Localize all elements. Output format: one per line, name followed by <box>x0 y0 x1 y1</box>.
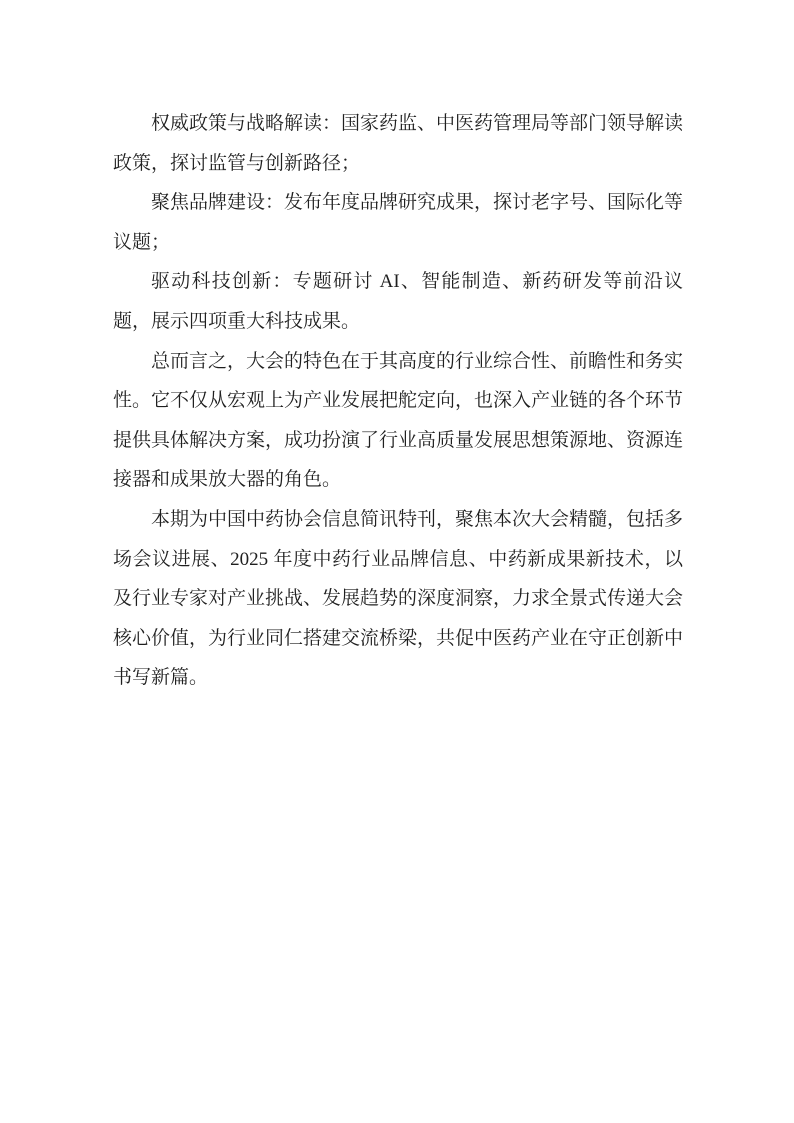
document-body <box>113 104 683 698</box>
paragraph-brand-building: 聚焦品牌建设：发布年度品牌研究成果，探讨老字号、国际化等议题； <box>113 192 684 253</box>
paragraph-tech-innovation: 驱动科技创新：专题研讨 AI、智能制造、新药研发等前沿议题，展示四项重大科技成果。 <box>113 271 683 332</box>
paragraph-issue-overview: 本期为中国中药协会信息简讯特刊，聚焦本次大会精髓，包括多场会议进展、2025 年度中药行业品牌信息、中药新成果新技术，以及行业专家对产业挑战、发展趋势的深度洞察，力求全景式传递大会核心价值，为行业同仁搭建交流桥梁，共促中医药产业在守正创新中书写新篇。 <box>113 508 684 689</box>
paragraph-summary: 总而言之，大会的特色在于其高度的行业综合性、前瞻性和务实性。它不仅从宏观上为产业发展把舵定向，也深入产业链的各个环节提供具体解决方案，成功扮演了行业高质量发展思想策源地、资源连接器和成果放大器的角色。 <box>113 350 684 491</box>
paragraph-policy-interpretation: 权威政策与战略解读：国家药监、中医药管理局等部门领导解读政策，探讨监管与创新路径； <box>113 113 684 174</box>
